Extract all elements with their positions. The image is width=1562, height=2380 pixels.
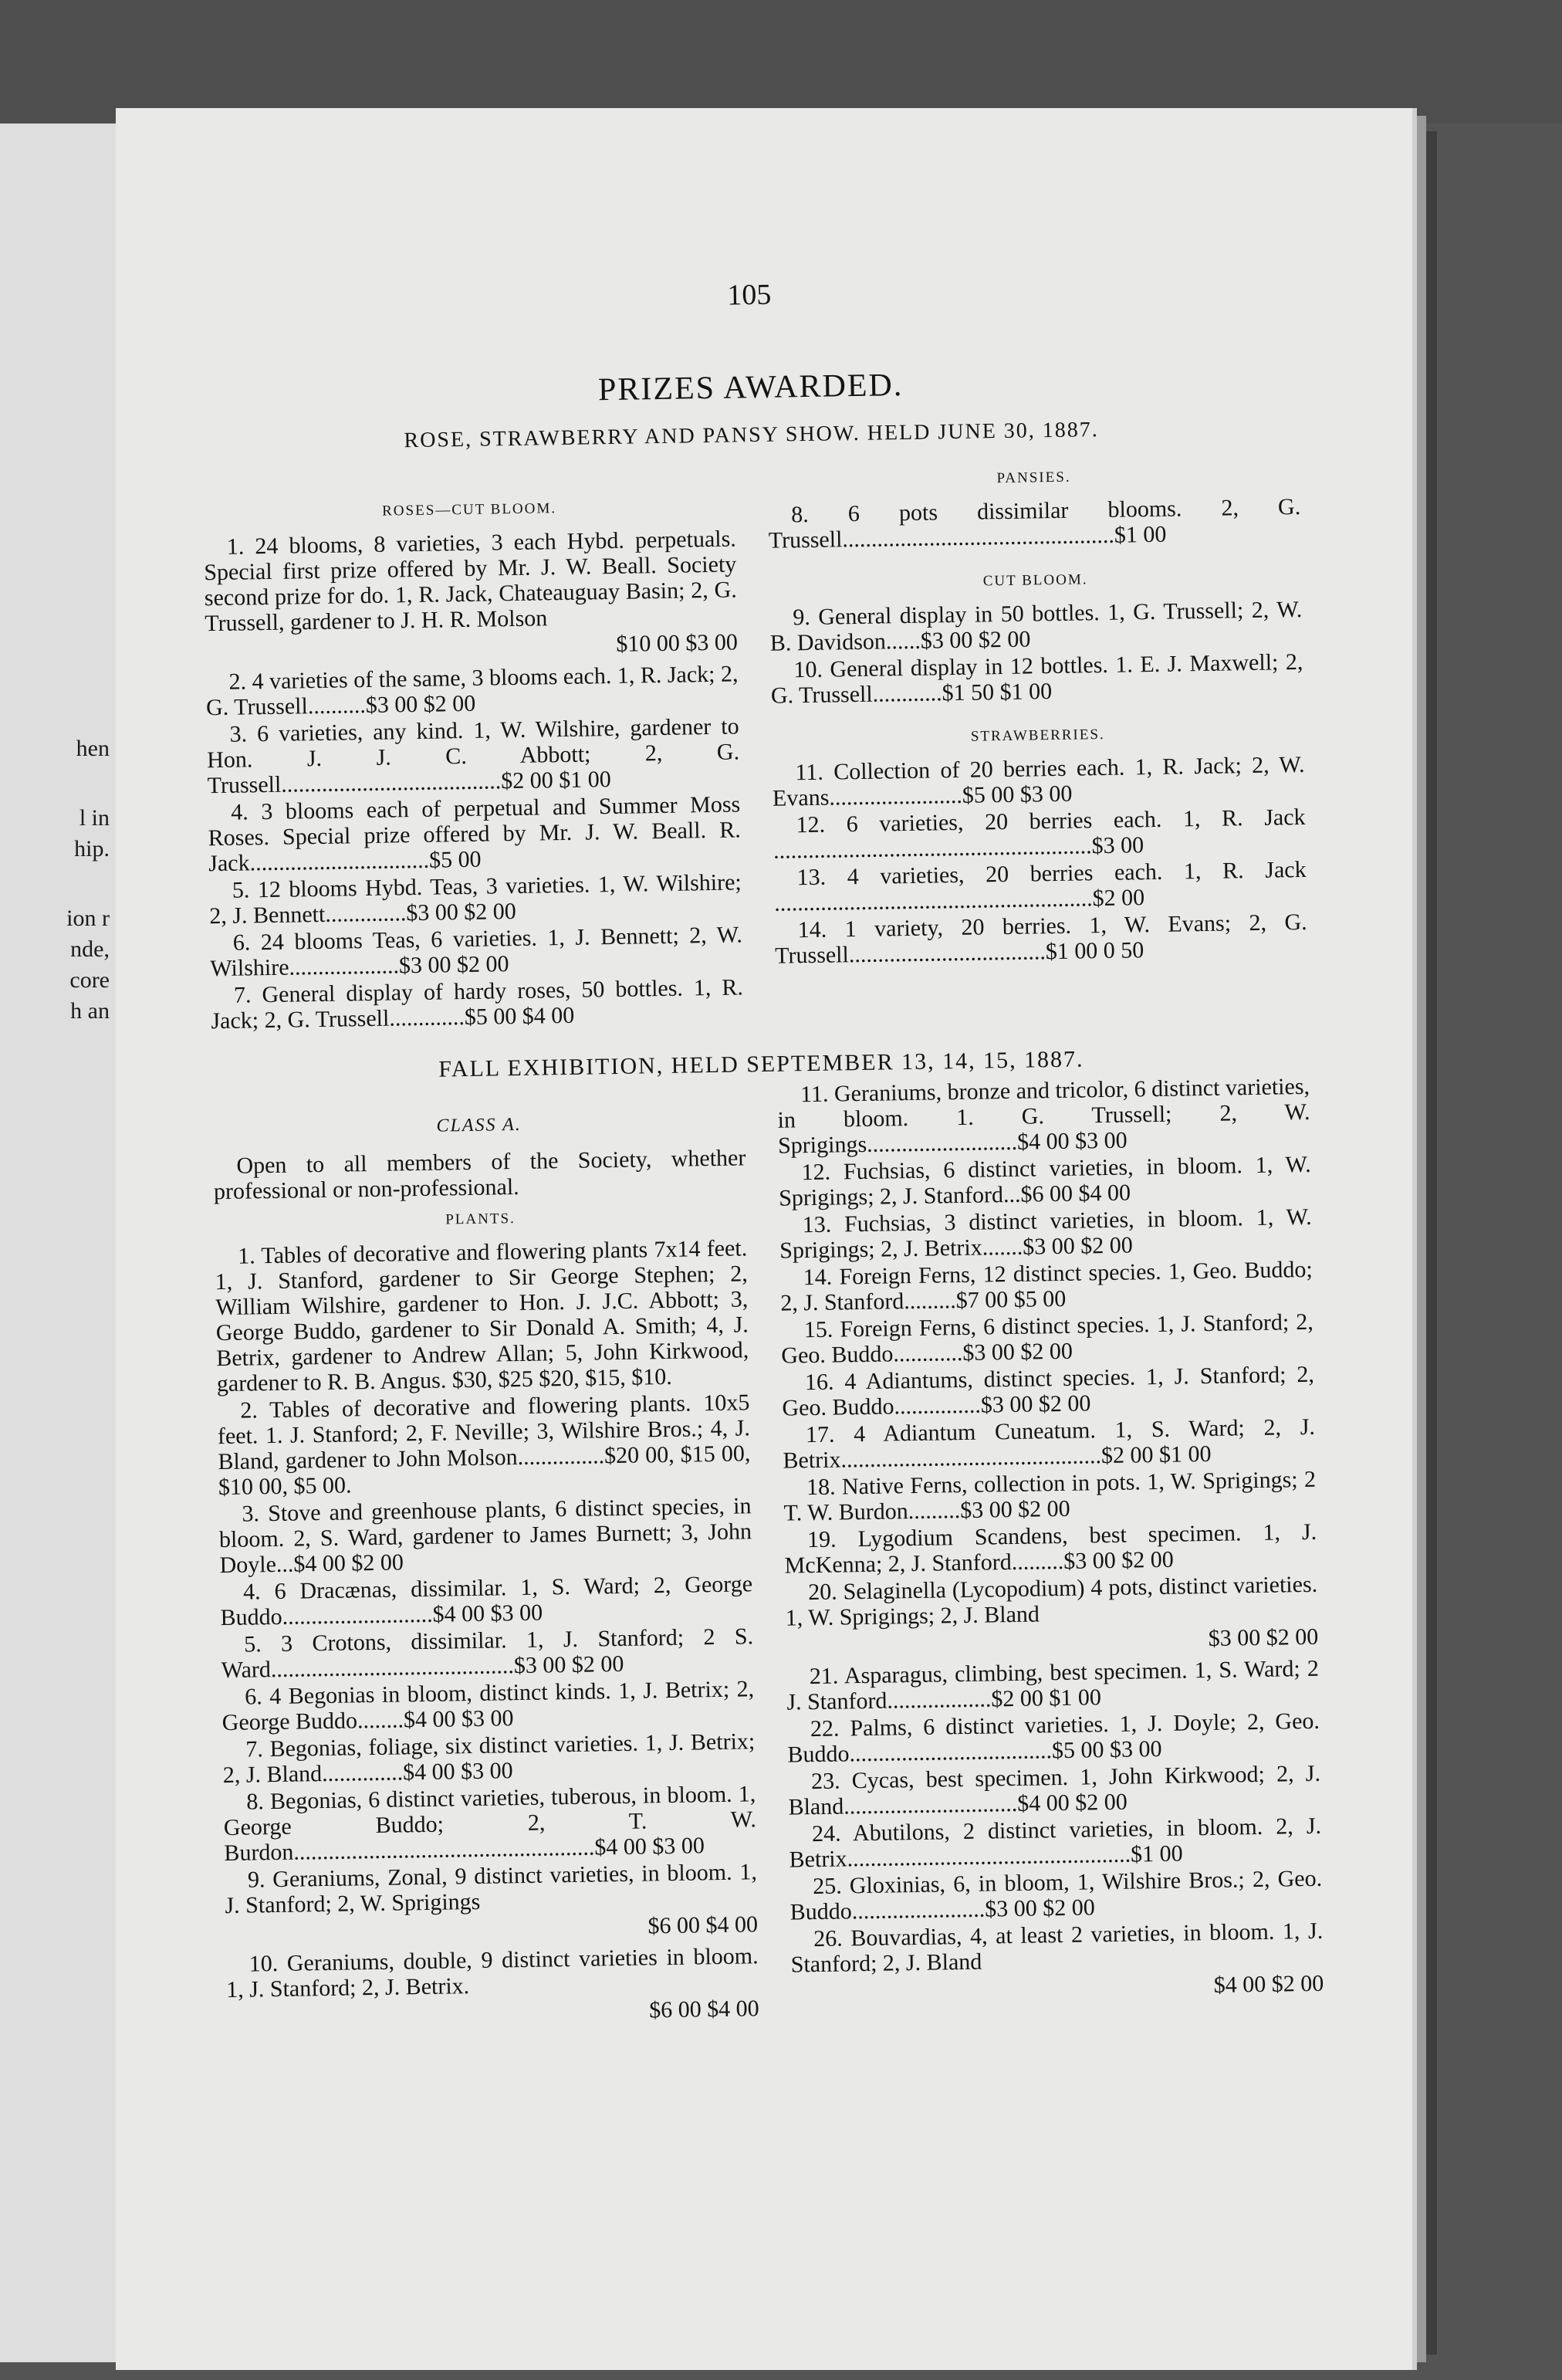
prize-entry: 6. 24 blooms Teas, 6 varieties. 1, J. Bennett; 2, W. Wilshire...................$3 00 $2 00	[210, 922, 743, 982]
prize-entry: 10. General display in 12 bottles. 1. E. J. Maxwell; 2, G. Trussell............$1 50 $1 00	[770, 648, 1303, 709]
prize-entry: 11. Geraniums, bronze and tricolor, 6 distinct varieties, in bloom. 1. G. Trussell; 2, W. Sprigings..........................$4 00 $3 00	[777, 1073, 1310, 1159]
prize-entry: 8. 6 pots dissimilar blooms. 2, G. Trussell...............................................$1 00	[768, 493, 1301, 554]
prize-entry: 14. Foreign Ferns, 12 distinct species. 1, Geo. Buddo; 2, J. Stanford.........$7 00 $5 00	[780, 1256, 1313, 1316]
prize-entry: 12. 6 varieties, 20 berries each. 1, R. Jack .......................................................$3 00	[773, 804, 1306, 864]
prize-entry: 20. Selaginella (Lycopodium) 4 pots, distinct varieties. 1, W. Sprigings; 2, J. Bland	[785, 1571, 1318, 1631]
prize-entry: 8. Begonias, 6 distinct varieties, tuberous, in bloom. 1, George Buddo; 2, T. W. Burdon....................................................$4 00 $3 00	[223, 1781, 757, 1867]
column-roses	[203, 486, 744, 1035]
page-edge-shadow	[1426, 131, 1437, 2355]
left-fragment: hen	[76, 736, 110, 761]
prize-entry: 4. 3 blooms each of perpetual and Summer Moss Roses. Special prize offered by Mr. J. W. Beall. R. Jack...............................$5 00	[208, 791, 741, 877]
prize-entry: 11. Collection of 20 berries each. 1, R. Jack; 2, W. Evans.......................$5 00 $3 00	[772, 751, 1305, 811]
prize-entry: 17. 4 Adiantum Cuneatum. 1, S. Ward; 2, J. Betrix.............................................$2 00 $1 00	[783, 1413, 1316, 1474]
prize-entry: 18. Native Ferns, collection in pots. 1, W. Sprigings; 2 T. W. Burdon.........$3 00 $2 00	[783, 1466, 1317, 1526]
prize-entry: 7. General display of hardy roses, 50 bottles. 1, R. Jack; 2, G. Trussell.............$5 00 $4 00	[211, 974, 744, 1034]
prize-entry: 9. Geraniums, Zonal, 9 distinct varieties, in bloom. 1, J. Stanford; 2, W. Sprigings	[225, 1859, 758, 1919]
left-fragment: l in	[79, 805, 110, 831]
left-fragment: hip.	[74, 836, 110, 862]
section-heading: PANSIES.	[996, 469, 1071, 487]
prize-entry: 4. 6 Dracænas, dissimilar. 1, S. Ward; 2, George Buddo..........................$4 00 $3 00	[220, 1571, 753, 1631]
prize-entry: 25. Gloxinias, 6, in bloom, 1, Wilshire Bros.; 2, Geo. Buddo.......................$3 00 $2 00	[789, 1865, 1323, 1925]
prize-entry: 10. Geraniums, double, 9 distinct varieties in bloom. 1, J. Stanford; 2, J. Betrix.	[225, 1943, 759, 2003]
prize-entry: 2. Tables of decorative and flowering plants. 10x5 feet. 1. J. Stanford; 2, F. Neville; 3, Wilshire Bros.; 4, J. Bland, gardener to John Molson...............$20 00, $15 00, $10 00, $5 00.	[217, 1390, 751, 1501]
prize-entry: 24. Abutilons, 2 distinct varieties, in bloom. 2, J. Betrix.................................................$1 00	[789, 1813, 1322, 1873]
left-fragment: nde,	[70, 936, 110, 962]
prize-entry: 1. 24 blooms, 8 varieties, 3 each Hybd. perpetuals. Special first prize offered by Mr. J. W. Beall. Society second prize for do. 1, R. Jack, Chateauguay Basin; 2, G. Trussell, gardener to J. H. R. Molson	[204, 526, 738, 637]
prize-entry: 9. General display in 50 bottles. 1, G. Trussell; 2, W. B. Davidson......$3 00 $2 00	[769, 596, 1303, 656]
section-heading: CUT BLOOM.	[982, 571, 1088, 590]
column-plants	[212, 1102, 759, 2036]
left-fragment: core	[69, 967, 110, 993]
prize-entry: 23. Cycas, best specimen. 1, John Kirkwood; 2, J. Bland..............................$4 00 $2 00	[788, 1760, 1321, 1820]
prize-entry: 3. 6 varieties, any kind. 1, W. Wilshire, gardener to Hon. J. J. C. Abbott; 2, G. Trussell......................................$2 00 $1 00	[206, 713, 740, 799]
prize-amounts: $6 00 $4 00	[647, 1911, 759, 1939]
prize-entry: 3. Stove and greenhouse plants, 6 distinct species, in bloom. 2, S. Ward, gardener to James Burnett; 3, John Doyle...$4 00 $2 00	[218, 1493, 752, 1579]
prize-entry: 13. 4 varieties, 20 berries each. 1, R. Jack .......................................................$2 00	[773, 856, 1307, 916]
prize-entry: 14. 1 variety, 20 berries. 1, W. Evans; 2, G. Trussell..................................$1 00 0 50	[774, 909, 1307, 969]
prize-entry: 2. 4 varieties of the same, 3 blooms each. 1, R. Jack; 2, G. Trussell..........$3 00 $2 00	[205, 661, 739, 721]
prize-amounts: $6 00 $4 00	[648, 1996, 759, 2023]
section-heading: PLANTS.	[445, 1210, 516, 1228]
prize-entry: 22. Palms, 6 distinct varieties. 1, J. Doyle; 2, Geo. Buddo...................................$5 00 $3 00	[787, 1708, 1320, 1768]
section-subtitle-fall: FALL EXHIBITION, HELD SEPTEMBER 13, 14, 15, 1887.	[438, 1046, 1084, 1082]
prize-entry: 5. 12 blooms Hybd. Teas, 3 varieties. 1, W. Wilshire; 2, J. Bennett..............$3 00 $2 00	[209, 869, 742, 929]
book-page	[116, 108, 1412, 2370]
left-fragment: ion r	[66, 906, 110, 931]
prize-entry: 13. Fuchsias, 3 distinct varieties, in bloom. 1, W. Sprigings; 2, J. Betrix.......$3 00 $2 00	[779, 1204, 1312, 1264]
page-number: 105	[726, 278, 772, 312]
section-subtitle: ROSE, STRAWBERRY AND PANSY SHOW. HELD JUNE 30, 1887.	[404, 418, 1100, 453]
prize-entry: 5. 3 Crotons, dissimilar. 1, J. Stanford; 2 S. Ward..........................................$3 00 $2 00	[221, 1623, 754, 1684]
column-pansies-strawberries	[767, 455, 1307, 970]
class-intro: Open to all members of the Society, whether professional or non-professional.	[213, 1145, 746, 1205]
prize-entry: 16. 4 Adiantums, distinct species. 1, J. Stanford; 2, Geo. Buddo...............$3 00 $2 00	[782, 1361, 1315, 1421]
prize-amounts: $3 00 $2 00	[1208, 1623, 1319, 1652]
prize-entry: 19. Lygodium Scandens, best specimen. 1, J. McKenna; 2, J. Stanford.........$3 00 $2 00	[784, 1518, 1317, 1579]
prize-entry: 12. Fuchsias, 6 distinct varieties, in bloom. 1, W. Sprigings; 2, J. Stanford...$6 00 $4 00	[778, 1151, 1311, 1211]
prize-amounts: $4 00 $2 00	[1213, 1970, 1324, 1998]
page-title: PRIZES AWARDED.	[597, 367, 904, 408]
prize-entry: 26. Bouvardias, 4, at least 2 varieties, in bloom. 1, J. Stanford; 2, J. Bland	[790, 1918, 1324, 1978]
prize-entry: 7. Begonias, foliage, six distinct varieties. 1, J. Betrix; 2, J. Bland..............$4 00 $3 00	[222, 1728, 756, 1789]
left-fragment: h an	[70, 998, 110, 1024]
column-plants-continued	[777, 1074, 1324, 2011]
left-page-edge	[0, 124, 116, 2362]
section-heading: ROSES—CUT BLOOM.	[382, 500, 557, 520]
prize-entry: 6. 4 Begonias in bloom, distinct kinds. 1, J. Betrix; 2, George Buddo........$4 00 $3 00	[221, 1676, 755, 1736]
class-heading: CLASS A.	[436, 1114, 522, 1136]
prize-entry: 15. Foreign Ferns, 6 distinct species. 1, J. Stanford; 2, Geo. Buddo............$3 00 $2 00	[781, 1308, 1314, 1369]
prize-entry: 21. Asparagus, climbing, best specimen. 1, S. Ward; 2 J. Stanford..................$2 00 $1 00	[786, 1655, 1320, 1715]
prize-amounts: $10 00 $3 00	[616, 629, 739, 657]
section-heading: STRAWBERRIES.	[970, 726, 1105, 745]
prize-entry: 1. Tables of decorative and flowering plants 7x14 feet. 1, J. Stanford, gardener to Sir George Stephen; 2, William Wilshire, gardener to Hon. J. J.C. Abbott; 3, George Buddo, gardener to Sir Donald A. Smith; 4, J. Betrix, gardener to Andrew Allan; 5, John Kirkwood, gardener to R. B. Angus. $30, $25 $20, $15, $10.	[215, 1235, 749, 1397]
